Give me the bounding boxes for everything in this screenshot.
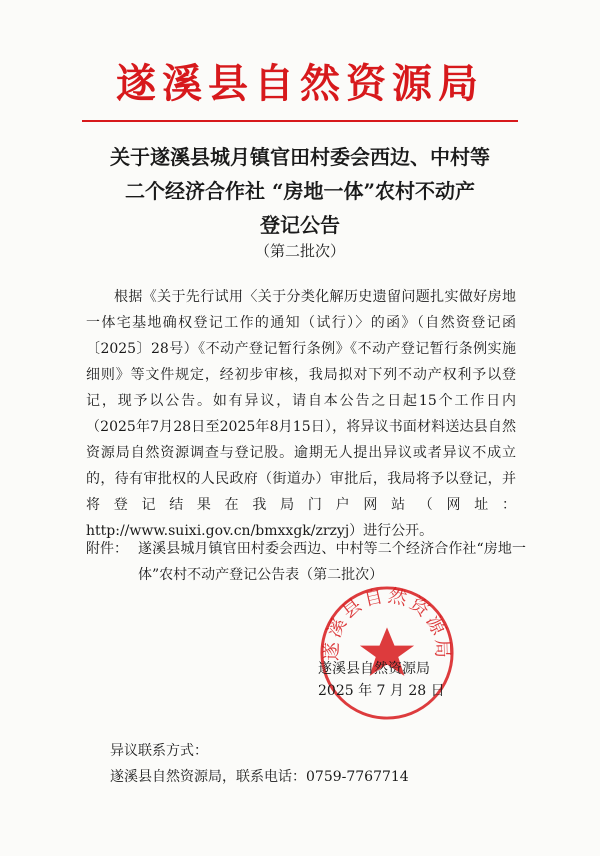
body-paragraph: 根据《关于先行试用〈关于分类化解历史遗留问题扎实做好房地一体宅基地确权登记工作的通知（试行）〉的函》（自然资登记函〔2025〕28号）《不动产登记暂行条例》《不动产登记暂行条例实施细则》等文件规定，经初步审核，我局拟对下列不动产权利予以登记，现予以公告。如有异议，请自本公告之日起15个工作日内（2025年7月28日至2025年8月15日），将异议书面材料送达县自然资源局自然资源调查与登记股。逾期无人提出异议或者异议不成立的，待有审批权的人民政府（街道办）审批后，我局将予以登记，并将登记结果在我局门户网站（网址：http://www.suixi.gov.cn/bmxxgk/zrzyj）进行公开。 — [86, 289, 516, 539]
seal-text: 遂溪县自然资源局 — [321, 585, 453, 662]
attachment-label: 附件： — [86, 541, 128, 557]
contact-heading: 异议联系方式： — [110, 743, 208, 759]
org-header-title: 遂溪县自然资源局 — [116, 60, 484, 107]
signature-date: 2025 年 7 月 28 日 — [318, 683, 445, 699]
notice-body — [86, 284, 516, 544]
notice-title-line: 登记公告 — [260, 213, 340, 237]
contact-block — [110, 738, 409, 790]
notice-title-line: 二个经济合作社 “房地一体”农村不动产 — [125, 179, 475, 203]
notice-title-line: 关于遂溪县城月镇官田村委会西边、中村等 — [110, 145, 490, 169]
header-divider — [82, 120, 518, 122]
signature-org: 遂溪县自然资源局 — [318, 661, 430, 677]
attachment — [86, 536, 526, 588]
notice-title — [70, 140, 530, 242]
contact-line: 遂溪县自然资源局，联系电话：0759-7767714 — [110, 769, 409, 785]
attachment-text: 遂溪县城月镇官田村委会西边、中村等二个经济合作社“房地一体”农村不动产登记公告表（第二批次） — [138, 541, 526, 583]
signature-block — [318, 658, 445, 702]
batch-label: （第二批次） — [254, 242, 345, 260]
